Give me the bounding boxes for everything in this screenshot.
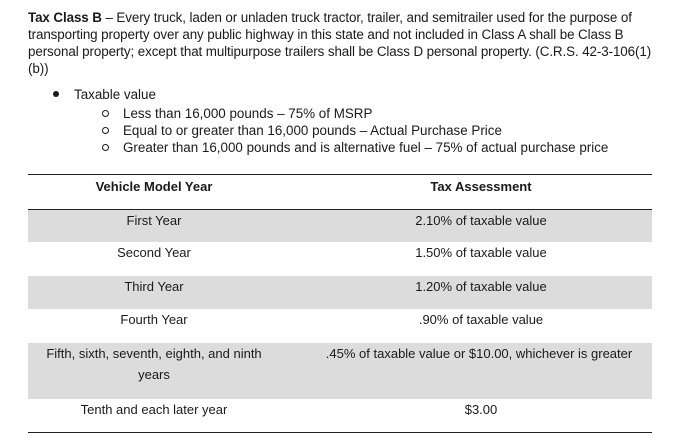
bullet-circle-icon [102,110,109,117]
taxable-value-list [102,105,608,156]
table-row [28,210,652,242]
table-bottom-rule [28,432,652,433]
table-cell-year: Second Year [117,245,191,260]
table-header-row [28,174,652,210]
bullet-circle-icon [102,144,109,151]
table-row [28,343,652,399]
table-cell-year: Third Year [124,279,184,294]
header-vehicle-model-year: Vehicle Model Year [95,179,213,194]
list-item [102,139,608,156]
taxable-value-bullet [53,86,156,103]
table-row [28,276,652,309]
table-row [28,242,652,276]
tax-class-text: – Every truck, laden or unladen truck tractor, trailer, and semitrailer used for the purpose of transporting property over any public highway in this state and not included in Class A shall be Class B personal property; except that multipurpose trailers shall be Class D personal property. (C.R.S. 42-3-106(1)(b)) [28,10,652,76]
taxable-value-label: Taxable value [74,87,156,102]
table-cell-year: Fourth Year [120,312,188,327]
tax-class-label: Tax Class B [28,10,102,25]
tax-class-paragraph [28,9,658,77]
list-item [102,105,608,122]
table-row [28,309,652,343]
bullet-dot-icon [53,91,59,97]
bullet-circle-icon [102,127,109,134]
table-cell-assessment: 1.50% of taxable value [415,245,547,260]
table-cell-assessment: 1.20% of taxable value [415,279,547,294]
table-cell-year: Fifth, sixth, seventh, eighth, and ninth years [46,346,262,382]
header-tax-assessment: Tax Assessment [430,179,532,194]
list-item-text: Less than 16,000 pounds – 75% of MSRP [123,106,373,121]
list-item [102,122,608,139]
table-cell-year: Tenth and each later year [80,402,228,417]
list-item-text: Equal to or greater than 16,000 pounds – Actual Purchase Price [123,123,502,138]
list-item-text: Greater than 16,000 pounds and is alternative fuel – 75% of actual purchase price [123,140,609,155]
table-row [28,399,652,431]
table-cell-assessment: .45% of taxable value or $10.00, whichever is greater [325,346,633,361]
table-cell-assessment: $3.00 [464,402,498,417]
table-cell-assessment: .90% of taxable value [418,312,544,327]
table-cell-year: First Year [126,213,182,228]
table-cell-assessment: 2.10% of taxable value [415,213,547,228]
